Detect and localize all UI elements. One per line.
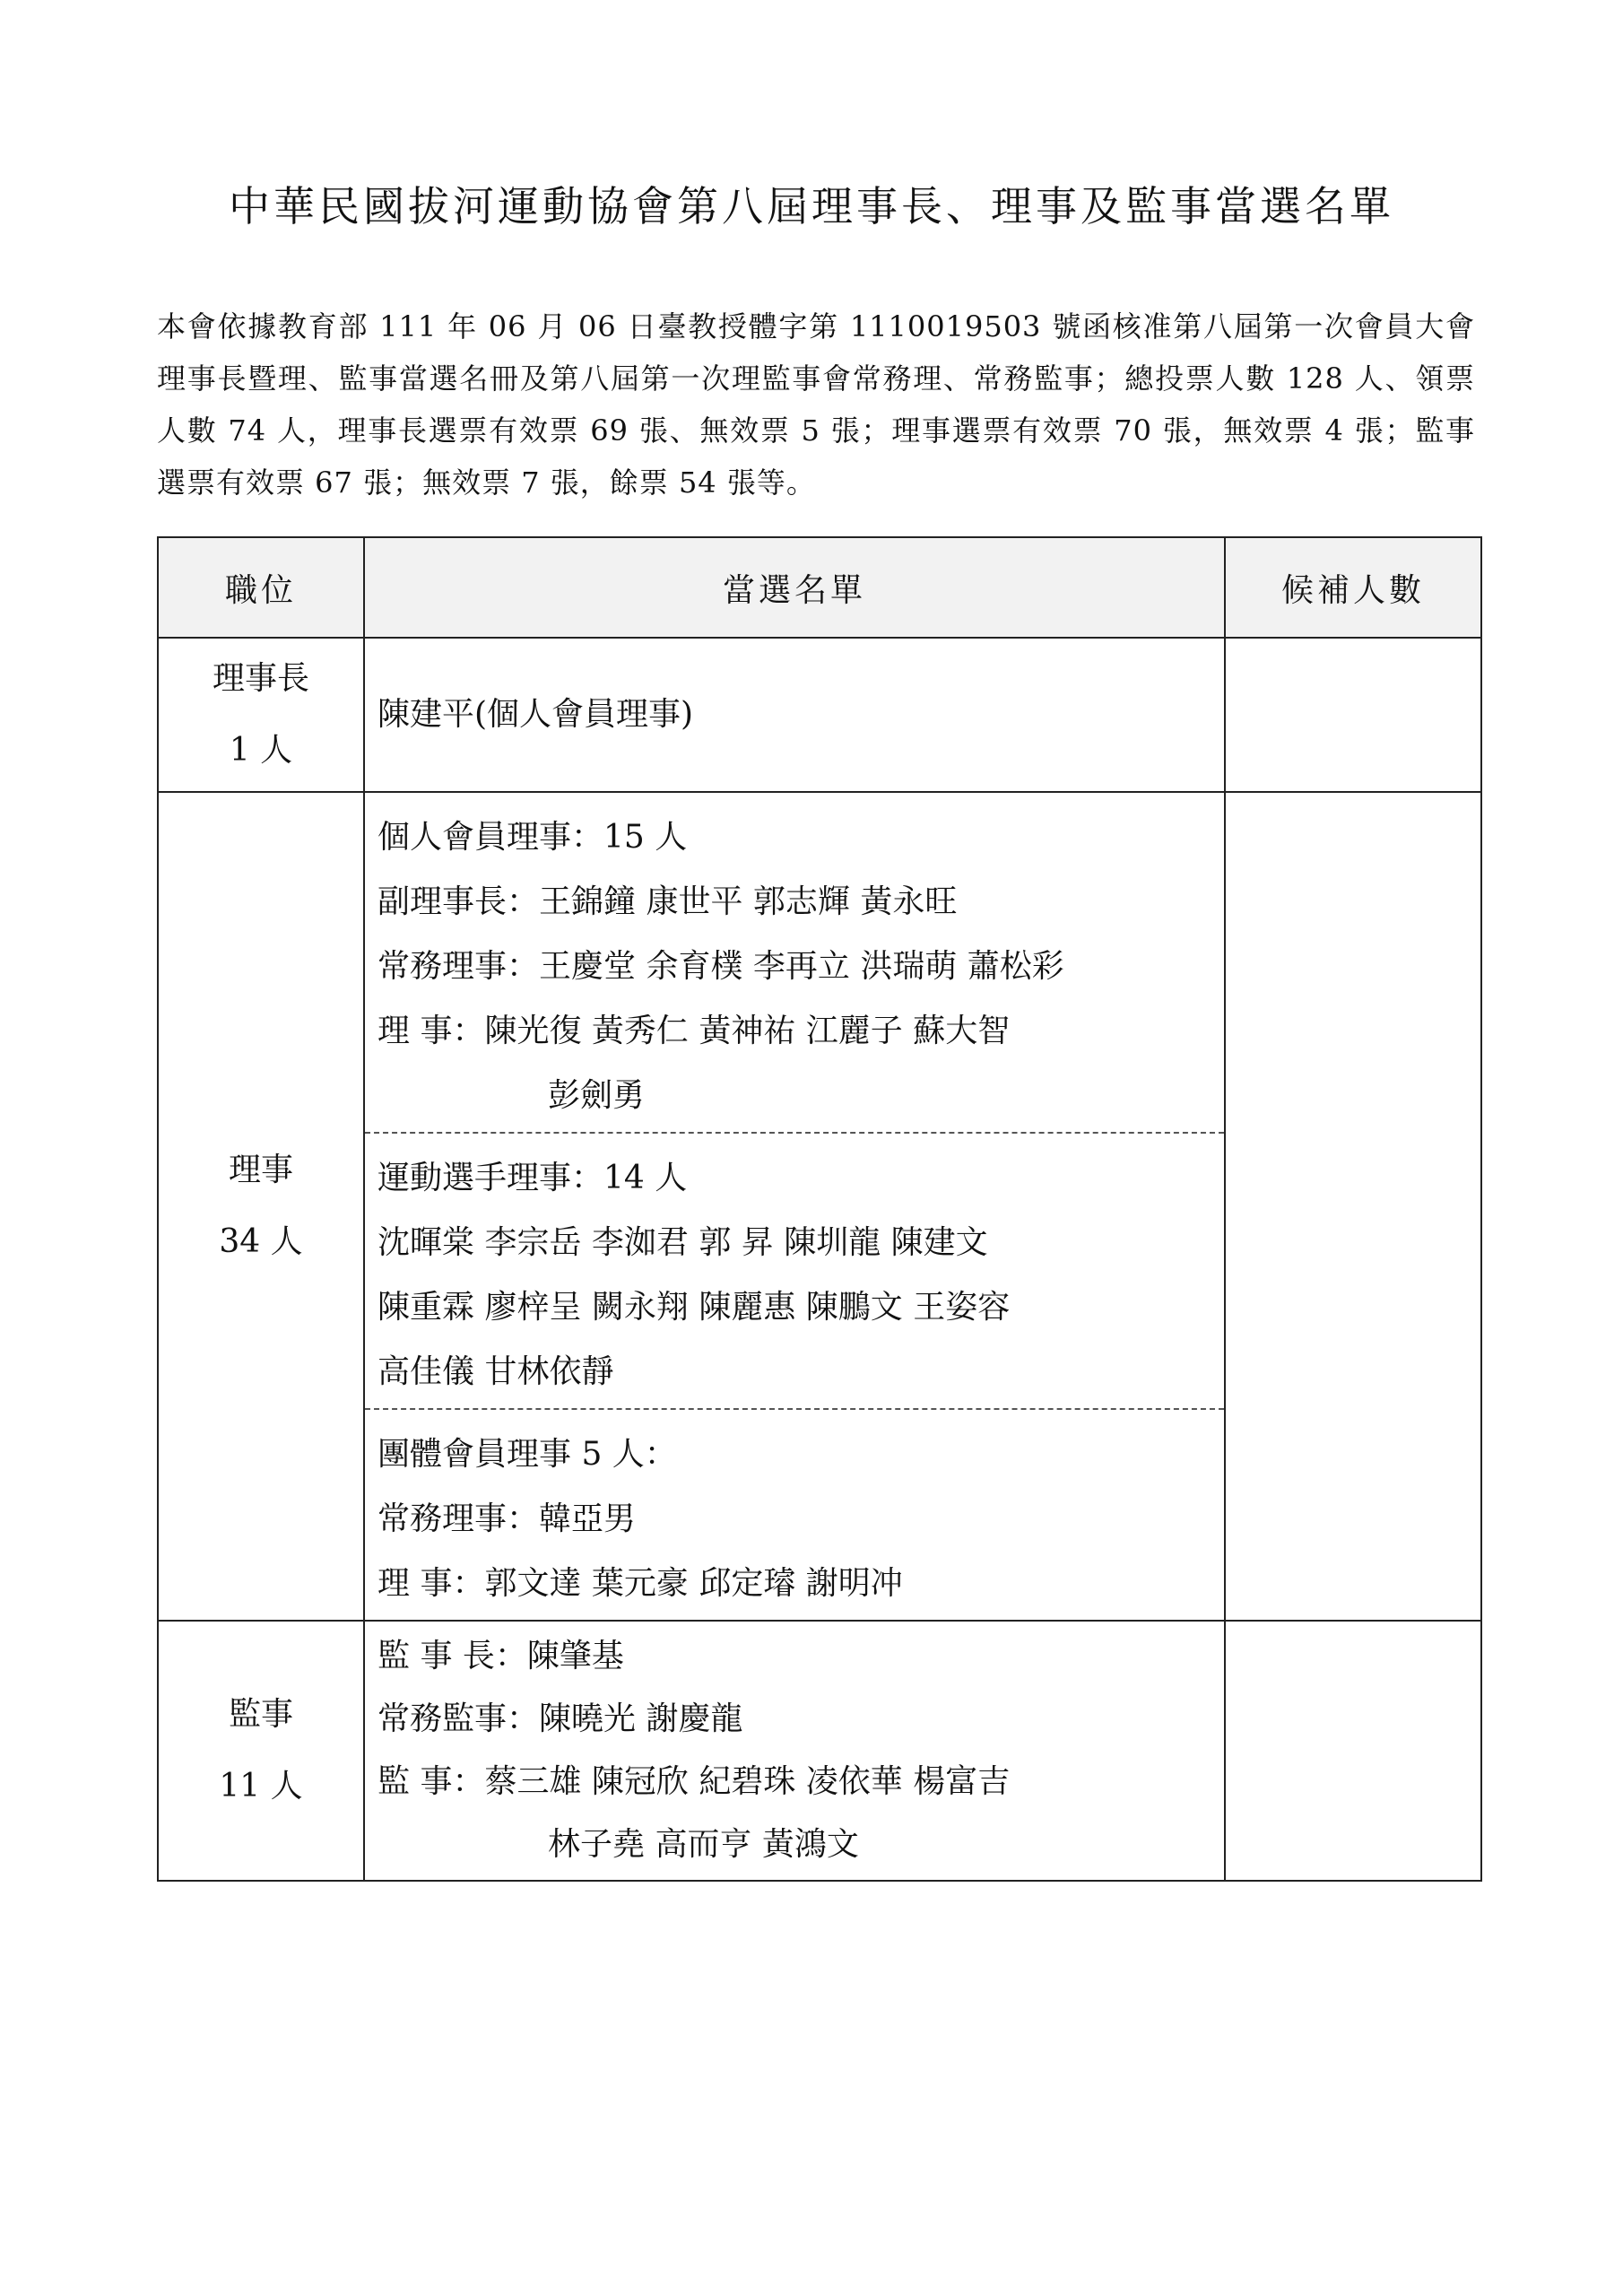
position-title: 理事長 (212, 660, 309, 697)
names-cell (364, 1621, 1225, 1881)
position-count: 1 人 (229, 732, 293, 769)
section-heading: 個人會員理事：15 人 (378, 819, 688, 856)
table-row-supervisors (158, 1621, 1481, 1881)
document-title: 中華民國拔河運動協會第八屆理事長、理事及監事當選名單 (229, 182, 1394, 230)
names-cell (364, 638, 1225, 792)
names-cell (364, 792, 1225, 1621)
header-position: 職位 (158, 537, 364, 638)
table-row-chairman (158, 638, 1481, 792)
name-line: 監 事：蔡三雄 陳冠欣 紀碧珠 凌依華 楊富吉 (378, 1763, 1011, 1800)
position-cell (158, 792, 364, 1621)
table-header-row (158, 537, 1481, 638)
name-line: 林子堯 高而亨 黃鴻文 (548, 1826, 859, 1863)
name-line: 理 事：郭文達 葉元豪 邱定璿 謝明冲 (378, 1565, 903, 1602)
name-line: 常務理事：王慶堂 余育樸 李再立 洪瑞萌 蕭松彩 (378, 948, 1064, 985)
name-line: 彭劍勇 (548, 1077, 646, 1114)
name-line: 沈暉棠 李宗岳 李洳君 郭 昇 陳圳龍 陳建文 (378, 1224, 988, 1261)
alternates-cell (1225, 792, 1481, 1621)
name-line: 理 事：陳光復 黃秀仁 黃神祐 江麗子 蘇大智 (378, 1013, 1011, 1049)
name-line: 常務監事：陳曉光 謝慶龍 (378, 1700, 743, 1737)
intro-paragraph: 本會依據教育部 111 年 06 月 06 日臺教授體字第 1110019503 號函核准第八屆第一次會員大會理事長暨理、監事當選名冊及第八屆第一次理監事會常務理、常務監事；總投票人數 128 人、領票人數 74 人，理事長選票有效票 69 張、無效票 5 張；理事選票有效票 70 張，無效票 4 張；監事選票有效票 67 張；無效票 7 張，餘票 54 張等。 (157, 309, 1475, 500)
name-line: 副理事長：王錦鐘 康世平 郭志輝 黃永旺 (378, 883, 958, 920)
position-title: 監事 (228, 1696, 293, 1733)
name-line: 陳重霖 廖梓呈 闕永翔 陳麗惠 陳鵬文 王姿容 (378, 1289, 1011, 1326)
chairman-name: 陳建平(個人會員理事) (378, 696, 694, 733)
election-results-table (157, 536, 1482, 1882)
header-names: 當選名單 (364, 537, 1225, 638)
alternates-cell (1225, 638, 1481, 792)
group-directors-section (365, 1410, 1224, 1620)
section-heading: 團體會員理事 5 人： (378, 1436, 677, 1473)
header-alternates: 候補人數 (1225, 537, 1481, 638)
position-count: 34 人 (219, 1223, 303, 1260)
name-line: 監 事 長：陳肇基 (378, 1638, 624, 1674)
position-title: 理事 (228, 1152, 293, 1188)
position-cell (158, 1621, 364, 1881)
section-heading: 運動選手理事：14 人 (378, 1160, 688, 1196)
table-row-directors (158, 792, 1481, 1621)
name-line: 高佳儀 甘林依靜 (378, 1353, 614, 1390)
athlete-directors-section (365, 1134, 1224, 1410)
alternates-cell (1225, 1621, 1481, 1881)
position-cell (158, 638, 364, 792)
name-line: 常務理事：韓亞男 (378, 1500, 637, 1537)
position-count: 11 人 (219, 1768, 303, 1805)
individual-directors-section (365, 793, 1224, 1134)
